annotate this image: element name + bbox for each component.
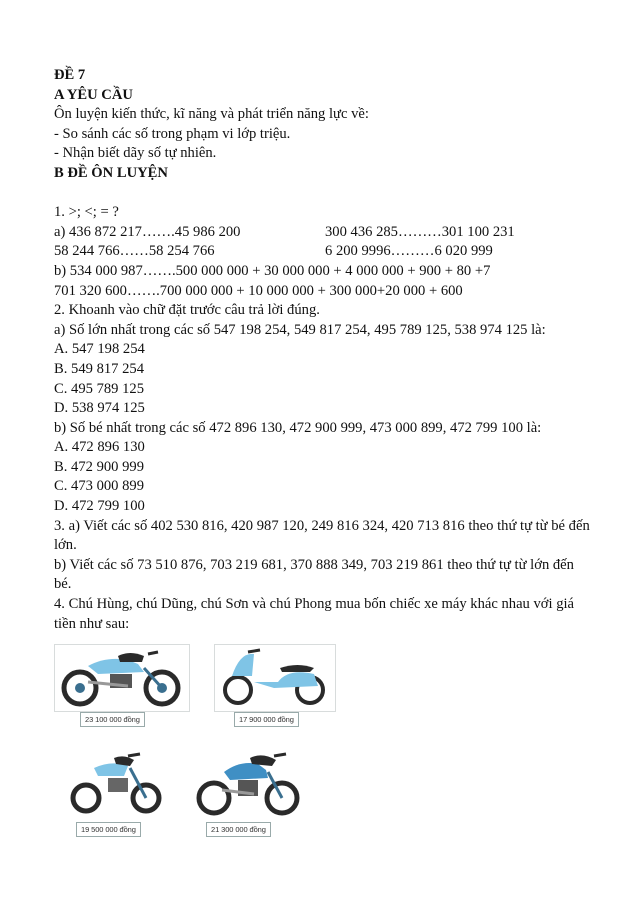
section-a-item: - Nhận biết dãy số tự nhiên. <box>54 145 217 162</box>
q2-a-option: B. 549 817 254 <box>54 360 144 377</box>
motorbike-2-image <box>218 646 330 708</box>
q2-title: 2. Khoanh vào chữ đặt trước câu trả lời đúng. <box>54 302 320 319</box>
q2-b-option: C. 473 000 899 <box>54 478 144 495</box>
price-label: 23 100 000 đồng <box>80 712 145 727</box>
motorbike-gallery <box>54 640 374 840</box>
q1-b-row1: b) 534 000 987…….500 000 000 + 30 000 000 + 4 000 000 + 900 + 80 +7 <box>54 262 491 279</box>
q4-text: 4. Chú Hùng, chú Dũng, chú Sơn và chú Phong mua bốn chiếc xe máy khác nhau với giá tiền như sau: <box>54 596 575 632</box>
q1-b-row2: 701 320 600…….700 000 000 + 10 000 000 + 300 000+20 000 + 600 <box>54 282 463 299</box>
q1-a-row2-right: 6 200 9996………6 020 999 <box>325 243 493 260</box>
section-a-item: - So sánh các số trong phạm vi lớp triệu. <box>54 125 291 142</box>
q2-b-option: A. 472 896 130 <box>54 439 145 456</box>
price-label: 19 500 000 đồng <box>76 822 141 837</box>
motorbike-3-image <box>68 748 164 818</box>
section-a-intro: Ôn luyện kiến thức, kĩ năng và phát triển năng lực về: <box>54 106 369 123</box>
q1-a-row <box>54 242 594 262</box>
q1-a-row1-right: 300 436 285………301 100 231 <box>325 223 515 240</box>
q1-title: 1. >; <; = ? <box>54 204 119 221</box>
q1-a-row1-left: a) 436 872 217…….45 986 200 <box>54 223 241 240</box>
motorbike-4-image <box>196 746 300 818</box>
section-a-heading: A YÊU CẦU <box>54 86 133 103</box>
q2-a-option: C. 495 789 125 <box>54 380 144 397</box>
price-label: 17 900 000 đồng <box>234 712 299 727</box>
q2-b-option: D. 472 799 100 <box>54 498 145 515</box>
q1-a-row <box>54 223 594 243</box>
q2-a-option: A. 547 198 254 <box>54 341 145 358</box>
price-label: 21 300 000 đồng <box>206 822 271 837</box>
motorbike-1-image <box>58 646 186 708</box>
q2-a-option: D. 538 974 125 <box>54 400 145 417</box>
q3-b: b) Viết các số 73 510 876, 703 219 681, 370 888 349, 703 219 861 theo thứ tự từ lớn đến bé. <box>54 556 574 593</box>
q2-a-question: a) Số lớn nhất trong các số 547 198 254, 549 817 254, 495 789 125, 538 974 125 là: <box>54 321 546 338</box>
q2-b-question: b) Số bé nhất trong các số 472 896 130, 472 900 999, 473 000 899, 472 799 100 là: <box>54 419 542 436</box>
worksheet <box>54 66 594 634</box>
page-title: ĐỀ 7 <box>54 67 86 83</box>
section-b-heading: B ĐỀ ÔN LUYỆN <box>54 164 168 181</box>
q3-a: 3. a) Viết các số 402 530 816, 420 987 120, 249 816 324, 420 713 816 theo thứ tự từ bé đến lớn. <box>54 517 590 554</box>
q2-b-option: B. 472 900 999 <box>54 458 144 475</box>
q1-a-row2-left: 58 244 766……58 254 766 <box>54 243 215 260</box>
